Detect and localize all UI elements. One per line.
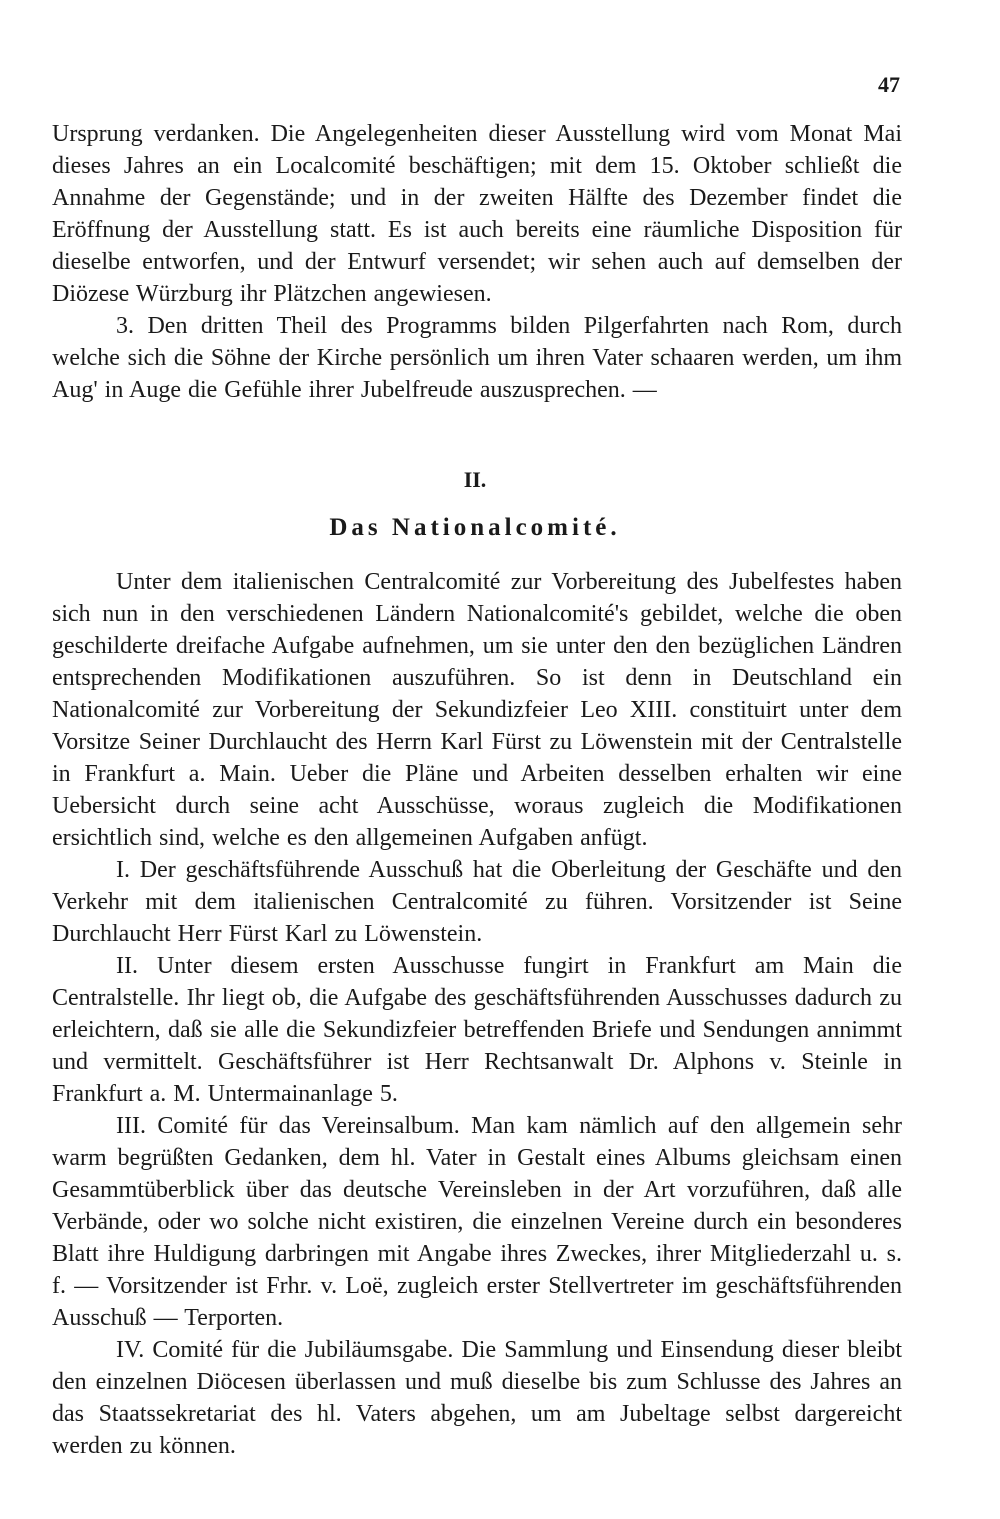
section-number: II. [463,467,487,492]
paragraph: II. Unter diesem ersten Ausschusse fungirt in Frankfurt am Main die Centralstelle. Ihr liegt ob, die Aufgabe des geschäftsführenden Ausschusses dadurch zu erleichtern, daß sie alle die Sekundizfeier betreffenden Briefe und Sendungen annimmt und vermittelt. Geschäftsführer ist Herr Rechtsanwalt Dr. Alphons v. Steinle in Frankfurt a. M. Untermainanlage 5. [52,953,902,1107]
paragraph: IV. Comité für die Jubiläumsgabe. Die Sammlung und Einsendung dieser bleibt den einzelnen Diöcesen überlassen und muß dieselbe bis zum Schlusse des Jahres an das Staatssekretariat des hl. Vaters abgehen, um am Jubeltage selbst dargereicht werden zu können. [52,1337,902,1459]
intro-text [52,118,902,406]
main-text [52,566,902,1462]
paragraph: Unter dem italienischen Centralcomité zur Vorbereitung des Jubelfestes haben sich nun in den verschiedenen Ländern Nationalcomité's gebildet, welche die oben geschilderte dreifache Aufgabe aufnehmen, um sie unter den den bezüglichen Ländren entsprechenden Modifikationen auszuführen. So ist denn in Deutschland ein Nationalcomité zur Vorbereitung der Sekundizfeier Leo XIII. constituirt unter dem Vorsitze Seiner Durchlaucht des Herrn Karl Fürst zu Löwenstein mit der Centralstelle in Frankfurt a. Main. Ueber die Pläne und Arbeiten desselben erhalten wir eine Uebersicht durch seine acht Ausschüsse, woraus zugleich die Modifikationen ersichtlich sind, welche es den allgemeinen Aufgaben anfügt. [52,569,902,851]
paragraph: I. Der geschäftsführende Ausschuß hat die Oberleitung der Geschäfte und den Verkehr mit dem italienischen Centralcomité zu führen. Vorsitzender ist Seine Durchlaucht Herr Fürst Karl zu Löwenstein. [52,857,902,947]
paragraph: 3. Den dritten Theil des Programms bilden Pilgerfahrten nach Rom, durch welche sich die Söhne der Kirche persönlich um ihren Vater schaaren werden, um ihm Aug' in Auge die Gefühle ihrer Jubelfreude auszusprechen. — [52,313,902,403]
section-title: Das Nationalcomité. [329,514,621,541]
page-number: 47 [878,72,900,97]
paragraph: III. Comité für das Vereinsalbum. Man kam nämlich auf den allgemein sehr warm begrüßten Gedanken, dem hl. Vater in Gestalt eines Albums gleichsam einen Gesammtüberblick über das deutsche Vereinsleben in der Art vorzuführen, daß alle Verbände, oder wo solche nicht existiren, die einzelnen Vereine durch ein besonderes Blatt ihre Huldigung darbringen mit Angabe ihres Zweckes, ihrer Mitgliederzahl u. s. f. — Vorsitzender ist Frhr. v. Loë, zugleich erster Stellvertreter im geschäftsführenden Ausschuß — Terporten. [52,1113,902,1331]
paragraph: Ursprung verdanken. Die Angelegenheiten dieser Ausstellung wird vom Monat Mai dieses Jahres an ein Localcomité beschäftigen; mit dem 15. Oktober schließt die Annahme der Gegenstände; und in der zweiten Hälfte des Dezember findet die Eröffnung der Ausstellung statt. Es ist auch bereits eine räumliche Disposition für dieselbe entworfen, und der Entwurf versendet; wir sehen auch auf demselben der Diözese Würzburg ihr Plätzchen angewiesen. [52,121,902,307]
